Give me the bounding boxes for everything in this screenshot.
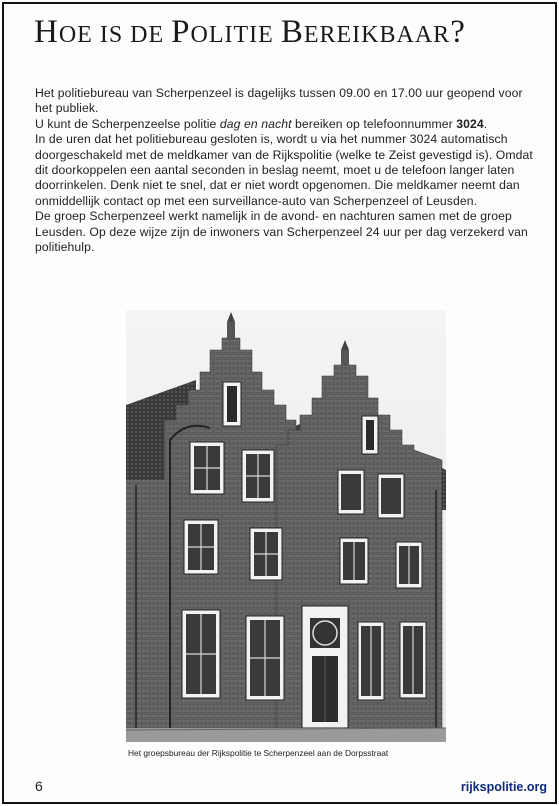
title-segment: OLITIE — [190, 22, 281, 48]
text-run: 3024 — [456, 116, 484, 131]
text-run: In de uren dat het politiebureau gesloten is, wordt u via het nummer 3024 automatisch doorgeschakeld met de meldkamer van de Rijkspolitie (welke te Zeist gevestigd is). Omdat dit doorkoppelen een aantal seconden in beslag neemt, moet u de telefoon langer laten doorrinkelen. Denk niet te snel, dat er niet wordt opgenomen. Die meldkamer neemt dan onmiddellijk contact op met een surveillance-auto van Scherpenzeel of Leusden. — [35, 132, 533, 208]
paragraph — [35, 132, 535, 209]
watermark-link[interactable]: rijkspolitie.org — [460, 780, 547, 794]
police-station-photo — [126, 310, 446, 742]
paragraph — [35, 86, 535, 117]
text-run: Het politiebureau van Scherpenzeel is dagelijks tussen 09.00 en 17.00 uur geopend voor het publiek. — [35, 86, 523, 116]
page-number: 6 — [35, 778, 43, 794]
text-run: dag en nacht — [219, 116, 292, 131]
paragraph — [35, 209, 535, 255]
title-segment: EREIKBAAR — [303, 22, 451, 48]
photo-caption: Het groepsbureau der Rijkspolitie te Scherpenzeel aan de Dorpsstraat — [128, 748, 389, 758]
text-run: U kunt de Scherpenzeelse politie — [35, 116, 220, 131]
title-segment: OE IS DE — [58, 22, 172, 48]
text-run: bereiken op telefoonnummer — [291, 116, 457, 131]
text-run: De groep Scherpenzeel werkt namelijk in de avond- en nachturen samen met de groep Leusden. Op deze wijze zijn de inwoners van Scherpenzeel 24 uur per dag verzekerd van politiehulp. — [35, 209, 528, 255]
article-body — [35, 86, 535, 255]
title-segment: B — [280, 14, 304, 50]
text-run: . — [483, 116, 488, 131]
paragraph — [35, 117, 535, 132]
title-segment: ? — [450, 14, 466, 50]
title-segment: H — [34, 14, 59, 50]
document-page — [2, 2, 557, 804]
page-title — [34, 14, 466, 51]
title-segment: P — [171, 14, 191, 50]
